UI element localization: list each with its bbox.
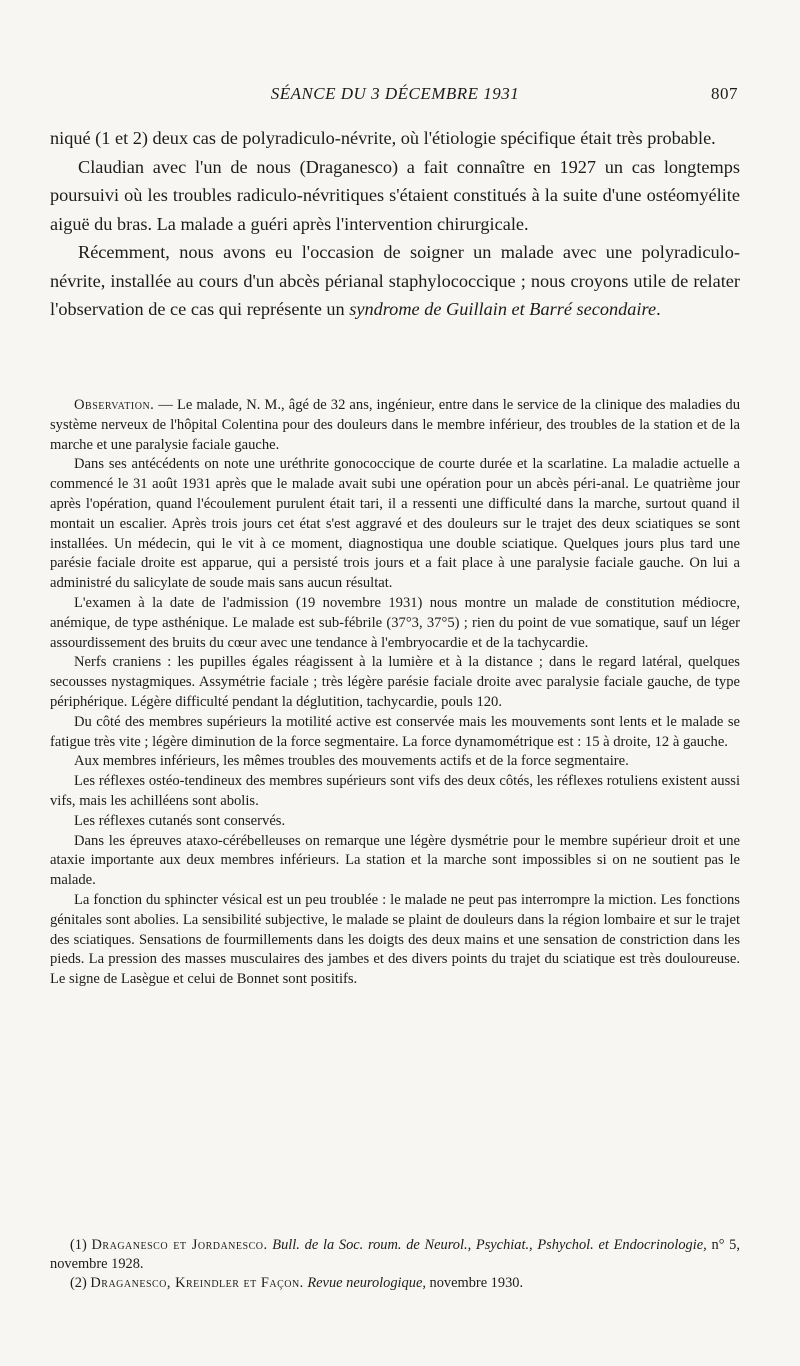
intro-paragraph-1: niqué (1 et 2) deux cas de polyradiculo-névrite, où l'étiologie spécifique était très probable.: [50, 128, 716, 148]
observation-paragraph-8: Les réflexes cutanés sont conservés.: [74, 812, 286, 829]
footnote-1-number: (1): [70, 1237, 92, 1253]
footnote-1-journal: Bull. de la Soc. roum. de Neurol., Psychiat., Pshychol. et Endocrinologie,: [267, 1237, 707, 1253]
intro-paragraph-2: Claudian avec l'un de nous (Draganesco) a fait connaître en 1927 un cas longtemps poursuivi où les troubles radiculo-névritiques s'étaient constitués à la suite d'une ostéomyélite aiguë du bras. La malade a guéri après l'intervention chirurgicale.: [50, 156, 740, 234]
syndrome-name: syndrome de Guillain et Barré secondaire: [349, 299, 657, 319]
observation-section: [50, 396, 740, 990]
observation-paragraph-7: Les réflexes ostéo-tendineux des membres supérieurs sont vifs des deux côtés, les réflexes rotuliens existent aussi vifs, mais les achilléens sont abolis.: [50, 773, 740, 809]
footnote-2-details: novembre 1930.: [425, 1275, 524, 1291]
intro-paragraph-3-end: .: [656, 299, 661, 319]
footnote-2-number: (2): [70, 1275, 91, 1291]
page-number: 807: [711, 84, 738, 103]
observation-paragraph-3: L'examen à la date de l'admission (19 novembre 1931) nous montre un malade de constitution médiocre, anémique, de type asthénique. Le malade est sub-fébrile (37°3, 37°5) ; rien du point de vue somatique, sauf un léger assourdissement des bruits du cœur avec une tendance à l'embryocardie et de la tachycardie.: [50, 594, 740, 651]
observation-paragraph-1-text: — Le malade, N. M., âgé de 32 ans, ingénieur, entre dans le service de la clinique des maladies du système nerveux de l'hôpital Colentina pour des douleurs dans le membre inférieur, des troubles de la station et de la marche et une paralysie faciale gauche.: [50, 397, 740, 453]
intro-paragraph-3: [50, 238, 740, 324]
footnote-1-authors: Draganesco et Jordanesco.: [91, 1237, 268, 1253]
footnotes: [50, 1236, 740, 1293]
footnote-2-authors: Draganesco, Kreindler et Façon.: [90, 1275, 304, 1291]
observation-paragraph-4: Nerfs craniens : les pupilles égales réagissent à la lumière et à la distance ; dans le regard latéral, quelques secousses nystagmiques. Assymétrie faciale ; très légère parésie faciale droite avec paralysie faciale gauche, de type périphérique. Légère difficulté pendant la déglutition, tachycardie, pouls 120.: [50, 654, 740, 710]
observation-paragraph-2: Dans ses antécédents on note une uréthrite gonococcique de courte durée et la scarlatine. La maladie actuelle a commencé le 31 août 1931 après que le malade avait subi une opération pour un abcès péri-anal. Le quatrième jour après l'opération, quand l'écoulement purulent était tari, il a ressenti une difficulté dans la marche, surtout quand il montait un escalier. Après trois jours cet état s'est aggravé et des douleurs sur le trajet des deux sciatiques se sont installées. Un médecin, qui le vit à ce moment, diagnostiqua une double sciatique. Quelques jours plus tard une parésie faciale droite est apparue, qui a persisté trois jours et a fait place à une paralysie faciale gauche. On lui a administré du salicylate de soude mais sans aucun résultat.: [50, 456, 740, 592]
page-header: [50, 84, 740, 110]
footnote-2: [50, 1274, 740, 1293]
observation-paragraph-10: La fonction du sphincter vésical est un peu troublée : le malade ne peut pas interrompre la miction. Les fonctions génitales sont abolies. La sensibilité subjective, le malade se plaint de douleurs dans la région lombaire et sur le trajet des sciatiques. Sensations de fourmillements dans les doigts des deux mains et une sensation de constriction dans les pieds. La pression des masses musculaires des jambes et des divers points du trajet du sciatique est très douloureuse. Le signe de Lasègue et celui de Bonnet sont positifs.: [50, 891, 740, 988]
observation-paragraph-5: Du côté des membres supérieurs la motilité active est conservée mais les mouvements sont lents et le malade se fatigue très vite ; légère diminution de la force segmentaire. La force dynamométrique est : 15 à droite, 12 à gauche.: [50, 713, 740, 750]
running-title: SÉANCE DU 3 DÉCEMBRE 1931: [270, 84, 520, 103]
intro-paragraph-3-lead: Récemment, nous avons eu l'occasion de soigner un malade avec une polyradiculo-névrite, installée au cours d'un abcès périanal staphylococcique ; nous croyons utile de relater l'observation de ce cas qui représente un: [50, 242, 740, 319]
observation-paragraph-1: [50, 396, 740, 455]
intro-text: [50, 124, 740, 324]
observation-paragraph-6: Aux membres inférieurs, les mêmes troubles des mouvements actifs et de la force segmentaire.: [74, 753, 629, 770]
observation-label: Observation.: [74, 397, 155, 413]
observation-paragraph-9: Dans les épreuves ataxo-cérébelleuses on remarque une légère dysmétrie pour le membre supérieur droit et une ataxie importante aux deux membres inférieurs. La station et la marche sont impossibles si on ne soutient pas le malade.: [50, 832, 740, 889]
footnote-1-details: n° 5, novembre 1928.: [50, 1237, 740, 1272]
footnote-1: [50, 1236, 740, 1274]
footnote-2-journal: Revue neurologique,: [303, 1275, 426, 1291]
